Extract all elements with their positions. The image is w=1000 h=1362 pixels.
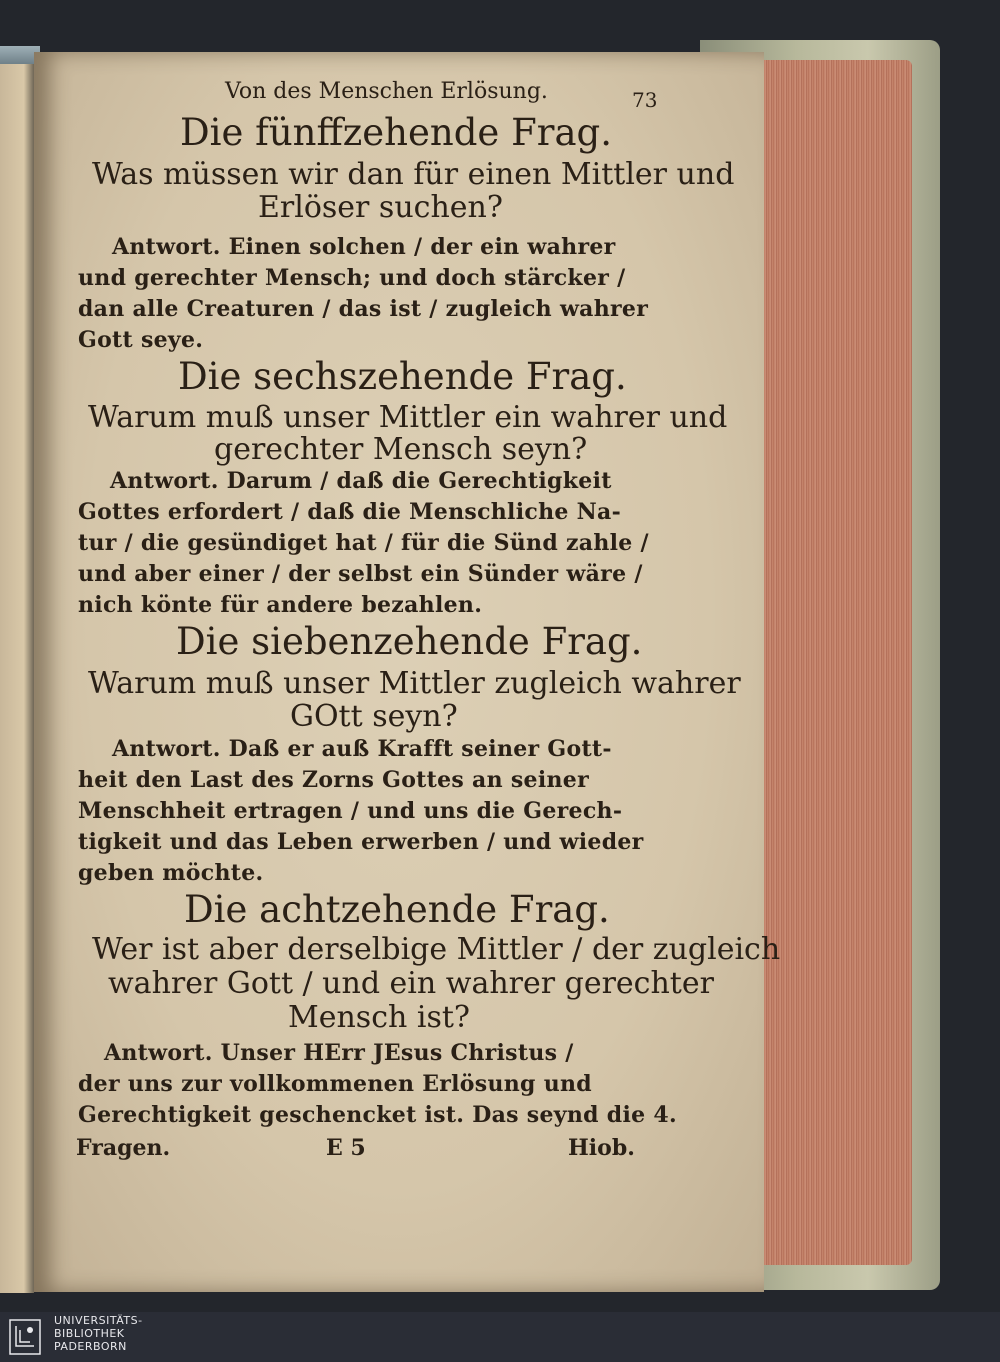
library-logo-icon xyxy=(8,1318,42,1356)
answer-17-line-5: geben möchte. xyxy=(78,860,264,886)
question-18-line-3: Mensch ist? xyxy=(288,1000,470,1035)
answer-16-line-1: Antwort. Darum / daß die Gerechtigkeit xyxy=(110,468,612,494)
answer-15-line-2: und gerechter Mensch; und doch stärcker / xyxy=(78,265,626,291)
catchword: Hiob. xyxy=(568,1135,635,1161)
question-18-line-2: wahrer Gott / und ein wahrer gerechter xyxy=(108,966,714,1001)
library-name-line-3: PADERBORN xyxy=(54,1340,127,1353)
library-name-line-1: UNIVERSITÄTS- xyxy=(54,1314,143,1327)
answer-15-line-3: dan alle Creaturen / das ist / zugleich wahrer xyxy=(78,296,649,322)
question-16-heading: Die sechszehende Frag. xyxy=(178,355,627,398)
footer-word: Fragen. xyxy=(76,1135,171,1161)
page-block-edge xyxy=(752,60,912,1265)
answer-15-line-1: Antwort. Einen solchen / der ein wahrer xyxy=(112,234,616,260)
answer-16-line-4: und aber einer / der selbst ein Sünder wäre / xyxy=(78,561,643,587)
answer-15-line-4: Gott seye. xyxy=(78,327,204,353)
facing-page-edge xyxy=(0,48,34,1293)
answer-17-line-3: Menschheit ertragen / und uns die Gerech- xyxy=(78,798,623,824)
running-head: Von des Menschen Erlösung. xyxy=(225,79,548,104)
question-15-heading: Die fünffzehende Frag. xyxy=(180,111,612,154)
library-name-line-2: BIBLIOTHEK xyxy=(54,1327,125,1340)
page-number: 73 xyxy=(632,88,658,112)
answer-16-line-2: Gottes erfordert / daß die Menschliche Na- xyxy=(78,499,622,525)
question-18-heading: Die achtzehende Frag. xyxy=(184,888,610,931)
question-17-line-1: Warum muß unser Mittler zugleich wahrer xyxy=(88,666,741,701)
signature-mark: E 5 xyxy=(326,1135,366,1161)
question-15-line-1: Was müssen wir dan für einen Mittler und xyxy=(92,157,735,192)
question-16-line-1: Warum muß unser Mittler ein wahrer und xyxy=(88,400,728,435)
question-17-heading: Die siebenzehende Frag. xyxy=(176,620,643,663)
answer-16-line-3: tur / die gesündiget hat / für die Sünd zahle / xyxy=(78,530,649,556)
question-15-line-2: Erlöser suchen? xyxy=(258,190,503,225)
answer-18-line-1: Antwort. Unser HErr JEsus Christus / xyxy=(104,1040,574,1066)
answer-17-line-1: Antwort. Daß er auß Krafft seiner Gott- xyxy=(112,736,612,762)
answer-17-line-4: tigkeit und das Leben erwerben / und wieder xyxy=(78,829,644,855)
answer-17-line-2: heit den Last des Zorns Gottes an seiner xyxy=(78,767,589,793)
question-16-line-2: gerechter Mensch seyn? xyxy=(214,432,588,467)
question-17-line-2: GOtt seyn? xyxy=(290,699,458,734)
answer-18-line-2: der uns zur vollkommenen Erlösung und xyxy=(78,1071,592,1097)
library-watermark-bar xyxy=(0,1312,1000,1362)
answer-16-line-5: nich könte für andere bezahlen. xyxy=(78,592,483,618)
answer-18-line-3: Gerechtigkeit geschencket ist. Das seynd die 4. xyxy=(78,1102,677,1128)
question-18-line-1: Wer ist aber derselbige Mittler / der zugleich xyxy=(92,932,781,967)
